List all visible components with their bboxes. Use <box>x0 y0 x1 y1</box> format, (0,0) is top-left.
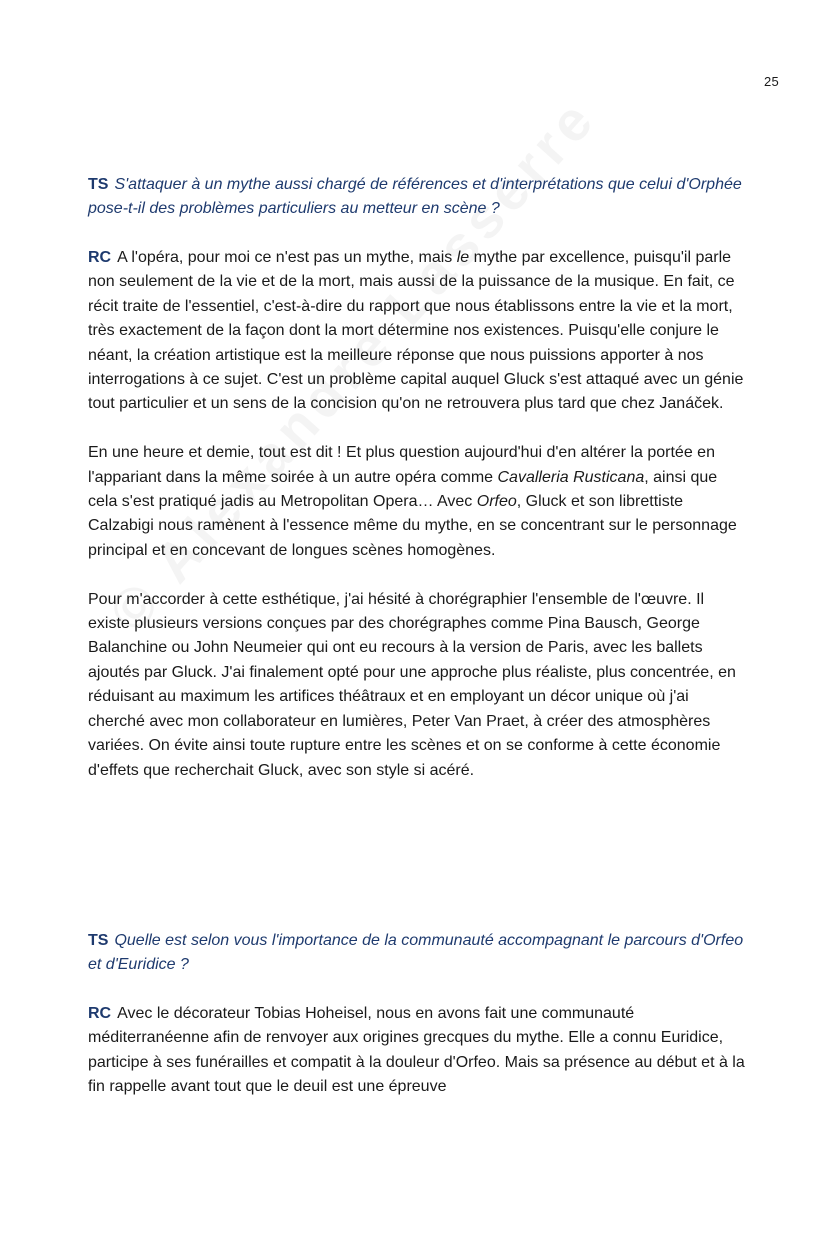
question-2 <box>88 929 748 978</box>
answer-1-tag: RC <box>88 249 112 266</box>
answer-1-p1-emphasis: le <box>456 249 470 266</box>
answer-1-p2-text-a: En une heure et demie, tout est dit ! Et plus question aujourd'hui d'en altérer la portée en l'appariant dans la même soirée à un autre opéra comme <box>88 444 715 486</box>
answer-1-p2-title-cavalleria: Cavalleria Rusticana <box>497 468 645 486</box>
answer-2-text: Avec le décorateur Tobias Hoheisel, nous en avons fait une communauté méditerranéenne afin de renvoyer aux origines grecques du mythe. Elle a connu Euridice, participe à ses funérailles et compatit à la douleur d'Orfeo. Mais sa présence au début et à la fin rappelle avant tout que le deuil est une épreuve <box>88 1005 745 1096</box>
answer-1-paragraph-1 <box>88 246 748 417</box>
answer-2-tag: RC <box>88 1005 112 1022</box>
answer-2 <box>88 1002 748 1100</box>
answer-1-paragraph-2 <box>88 441 748 563</box>
answer-1-paragraph-3: Pour m'accorder à cette esthétique, j'ai hésité à chorégraphier l'ensemble de l'œuvre. Il existe plusieurs versions conçues par des chorégraphes comme Pina Bausch, George Balanchine ou John Neumeier qui ont eu recours à la version de Paris, avec les ballets ajoutés par Gluck. J'ai finalement opté pour une approche plus réaliste, plus concentrée, en réduisant au maximum les artifices théâtraux et en employant un décor unique où j'ai cherché avec mon collaborateur en lumières, Peter Van Praet, à créer des atmosphères variées. On évite ainsi toute rupture entre les scènes et on se conforme à cette économie d'effets que recherchait Gluck, avec son style si acéré. <box>88 590 736 779</box>
question-2-text: Quelle est selon vous l'importance de la communauté accompagnant le parcours d'Orfeo et d'Euridice ? <box>88 932 744 974</box>
answer-1-p2-title-orfeo: Orfeo <box>476 493 517 511</box>
question-1-text: S'attaquer à un mythe aussi chargé de références et d'interprétations que celui d'Orphée pose-t-il des problèmes particuliers au metteur en scène ? <box>88 176 742 218</box>
answer-1-p1-text-b: mythe par excellence, puisqu'il parle non seulement de la vie et de la mort, mais aussi de la puissance de la musique. En fait, ce récit traite de l'essentiel, c'est-à-dire du rapport que nous établissons entre la vie et la mort, très exactement de la façon dont la mort détermine nos existences. Puisqu'elle conjure le néant, la création artistique est la meilleure réponse que nous puissions apporter à nos interrogations à ce sujet. C'est un problème capital auquel Gluck s'est attaqué avec un génie tout particulier et un sens de la concision qu'on ne retrouvera plus tard que chez Janáček. <box>88 249 744 413</box>
question-1-tag: TS <box>88 176 109 193</box>
answer-1-p2-text-c: , Gluck et son librettiste Calzabigi nous ramènent à l'essence même du mythe, en se concentrant sur le personnage principal et en concevant de longues scènes homogènes. <box>88 493 737 559</box>
answer-1 <box>88 246 748 783</box>
answer-1-p2-text-b: , ainsi que cela s'est pratiqué jadis au Metropolitan Opera… Avec <box>88 468 718 511</box>
answer-1-p1-text-a: A l'opéra, pour moi ce n'est pas un mythe, mais <box>117 249 457 266</box>
page-number: 25 <box>763 74 779 89</box>
question-1 <box>88 173 748 222</box>
question-2-tag: TS <box>88 932 109 949</box>
